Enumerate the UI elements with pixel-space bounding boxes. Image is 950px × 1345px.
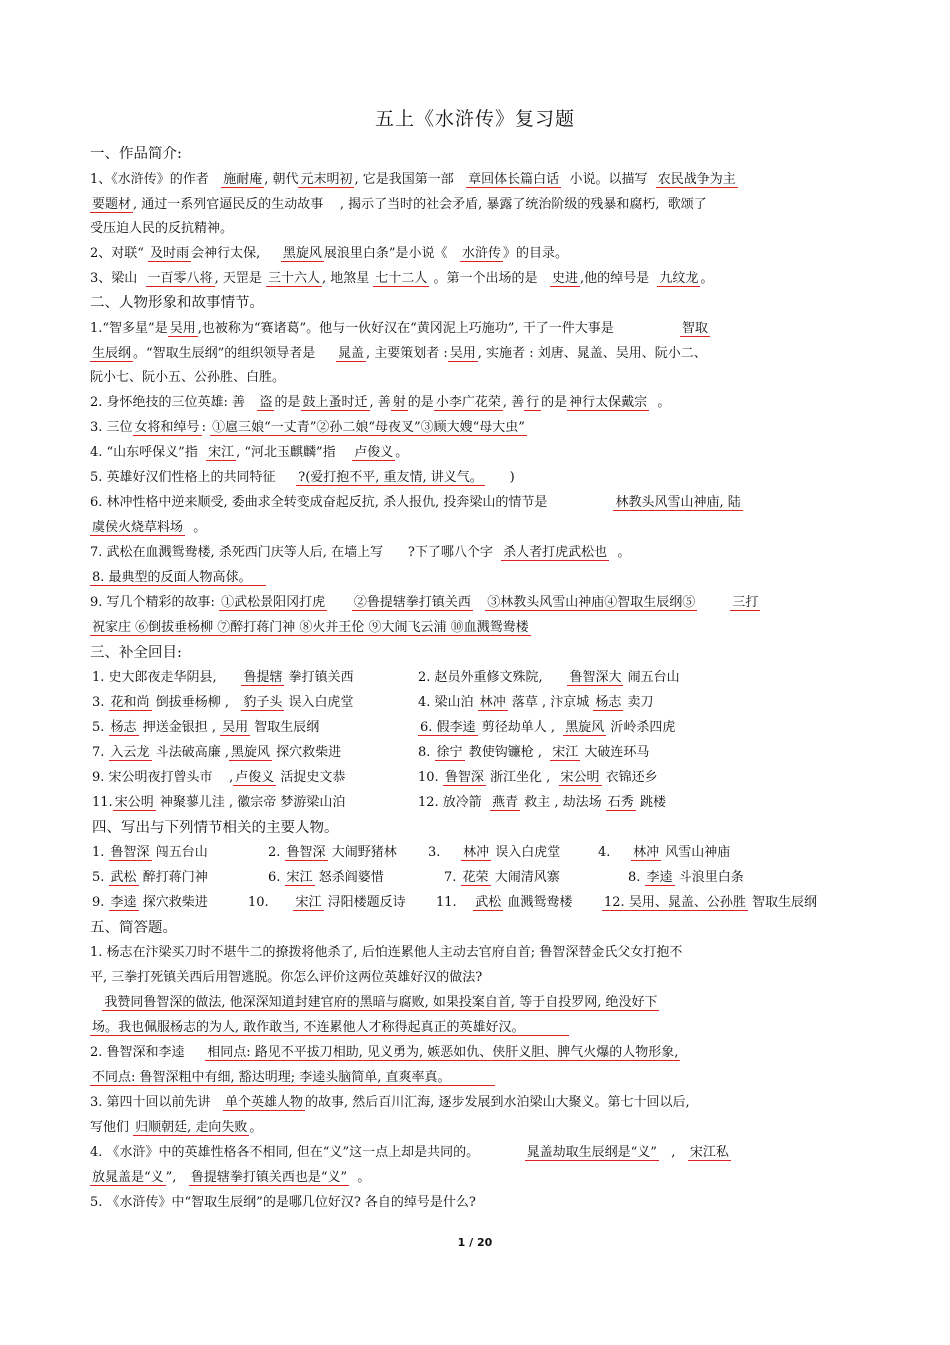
s2-q1-line2: 生辰纲 。“智取生辰纲”的组织领导者是 晁盖 , 主要策划者 : 吴用 , 实施者 : 刘唐、晁盖、吴用、阮小二、: [92, 346, 707, 361]
s2-q5: 5. 英雄好汉们性格上的共同特征 ?(爱打抱不平, 重友情, 讲义气。 ): [90, 470, 515, 485]
s5-q1-answer-line2: 场。我也佩服杨志的为人, 敢作敢当, 不连累他人才称得起真正的英雄好汉。: [90, 1020, 865, 1036]
s2-q7: 7. 武松在血溅鸳鸯楼, 杀死西门庆等人后, 在墙上写 ?下了哪八个字 杀人者打虎武松也 。: [90, 545, 631, 560]
s4-item-6: 6. 宋江 怒杀阎婆惜: [268, 870, 384, 885]
s4-item-4: 4. 林冲 风雪山神庙: [598, 845, 731, 860]
s4-item-12: 12. 吴用、晁盖、公孙胜 智取生辰纲: [604, 895, 817, 910]
s3-row6-left: 11. 宋公明 神聚蓼儿洼 , 徽宗帝 梦游梁山泊: [92, 795, 346, 810]
answer-dynasty: 元末明初: [300, 172, 353, 187]
s3-row3-right: 6. 假李逵 剪径劫单人 , 黑旋风 沂岭杀四虎: [420, 720, 676, 735]
s3-row3-left: 5. 杨志 押送金银担 , 吴用 智取生辰纲: [92, 720, 320, 735]
s5-q1-line2: 平, 三拳打死镇关西后用智逃脱。你怎么评价这两位英雄好汉的做法?: [90, 970, 483, 985]
s3-row1-right: 2. 赵员外重修文殊院, 鲁智深大 闹五台山: [418, 670, 680, 685]
s2-q9-line1: 9. 写几个精彩的故事: ①武松景阳冈打虎 ②鲁提辖拳打镇关西 ③林教头风雪山神庙④智取生辰纲⑤ 三打: [90, 595, 759, 610]
s3-row2-right: 4. 梁山泊 林冲 落草 , 汴京城 杨志 卖刀: [418, 695, 654, 710]
s3-row4-left: 7. 入云龙 斗法破高廉 , 黑旋风 探穴救柴进: [92, 745, 342, 760]
s4-item-3: 3. 林冲 误入白虎堂: [428, 845, 561, 860]
s5-q4-line2: 放晁盖是“义 ”, 鲁提辖拳打镇关西也是“义” 。: [92, 1170, 371, 1185]
s3-row5-left: 9. 宋公明夜打曾头市 , 卢俊义 活捉史文恭: [92, 770, 346, 785]
s3-row4-right: 8. 徐宁 教使钩镰枪 , 宋江 大破连环马: [418, 745, 650, 760]
s3-row6-right: 12. 放冷箭 燕青 救主 , 劫法场 石秀 跳楼: [418, 795, 666, 810]
s5-q3-line2: 写他们 归顺朝廷, 走向失败 。: [90, 1120, 263, 1135]
answer-genre: 章回体长篇白话: [468, 172, 560, 187]
s5-q1-line1: 1. 杨志在汴梁买刀时不堪牛二的撩拨将他杀了, 后怕连累他人主动去官府自首; 鲁智深替金氏父女打抱不: [90, 945, 683, 960]
s2-q2: 2. 身怀绝技的三位英雄: 善 盗 的是 鼓上蚤时迁 , 善 射 的是 小李广花荣 , 善 行 的是 神行太保戴宗 。: [90, 395, 671, 410]
s2-q1-line1: 1.“智多星”是 吴用 ,也被称为“赛诸葛”。他与一伙好汉在“黄冈泥上巧施功”, 干了一件大事是 智取: [90, 321, 708, 336]
s1-q1-line1: 1、《水浒传》的作者 施耐庵 , 朝代 元末明初 , 它是我国第一部 章回体长篇白话 小说。以描写 农民战争为主: [90, 172, 736, 187]
s4-item-10: 10. 宋江 浔阳楼题反诗: [248, 895, 406, 910]
s5-q2-line1: 2. 鲁智深和李逵 相同点: 路见不平拔刀相助, 见义勇为, 嫉恶如仇、侠肝义胆、脾气火爆的人物形象,: [90, 1045, 679, 1060]
answer-author: 施耐庵: [223, 172, 263, 187]
s1-q1-line2: 要题材 , 通过一系列官逼民反的生动故事 , 揭示了当时的社会矛盾, 暴露了统治阶级的残暴和腐朽, 歌颂了: [92, 197, 707, 212]
section-5-heading: 五、简答题。: [90, 920, 177, 936]
s2-q6-line1: 6. 林冲性格中逆来顺受, 委曲求全转变成奋起反抗, 杀人报仇, 投奔梁山的情节是 林教头风雪山神庙, 陆: [90, 495, 741, 510]
section-3-heading: 三、补全回目:: [90, 645, 182, 661]
s5-q4-line1: 4. 《水浒》中的英雄性格各不相同, 但在“义”这一点上却是共同的。 晁盖劫取生辰纲是“义” , 宋江私: [90, 1145, 729, 1160]
section-1-heading: 一、作品简介:: [90, 146, 182, 162]
s4-item-8: 8. 李逵 斗浪里白条: [628, 870, 744, 885]
s4-item-11: 11. 武松 血溅鸳鸯楼: [436, 895, 573, 910]
s3-row5-right: 10. 鲁智深 浙江坐化 , 宋公明 衣锦还乡: [418, 770, 658, 785]
s1-q1-line3: 受压迫人民的反抗精神。: [90, 221, 234, 236]
section-4-heading: 四、写出与下列情节相关的主要人物。: [92, 820, 339, 836]
s2-q9-line2: 祝家庄 ⑥倒拔垂杨柳 ⑦醉打蒋门神 ⑧火并王伦 ⑨大闹飞云浦 ⑩血溅鸳鸯楼: [92, 620, 529, 635]
s4-item-9: 9. 李逵 探穴救柴进: [92, 895, 208, 910]
s3-row2-left: 3. 花和尚 倒拔垂杨柳 , 豹子头 误入白虎堂: [92, 695, 354, 710]
s2-q8: 8. 最典型的反面人物高俅。: [90, 570, 865, 586]
s2-q4: 4. “山东呼保义”指 宋江 , “河北玉麒麟”指 卢俊义 。: [90, 445, 409, 460]
s4-item-1: 1. 鲁智深 闯五台山: [92, 845, 208, 860]
s2-q6-line2: 虞侯火烧草料场 。: [92, 520, 207, 535]
s2-q3: 3. 三位 女将和绰号 : ①扈三娘“一丈青”②孙二娘“母夜叉”③顾大嫂“母大虫”: [90, 420, 525, 435]
page-number: 1 / 20: [457, 1236, 493, 1249]
answer-theme: 农民战争为主: [657, 172, 736, 187]
s2-q1-line3: 阮小七、阮小五、公孙胜、白胜。: [90, 370, 286, 385]
s5-q3-line1: 3. 第四十回以前先讲 单个英雄人物 的故事, 然后百川汇海, 逐步发展到水泊梁山大聚义。第七十回以后,: [90, 1095, 690, 1110]
s4-item-2: 2. 鲁智深 大闹野猪林: [268, 845, 397, 860]
s4-item-7: 7. 花荣 大闹清风寨: [444, 870, 560, 885]
section-2-heading: 二、人物形象和故事情节。: [90, 295, 264, 311]
s1-q3: 3、梁山 一百零八将 , 天罡是 三十六人 , 地煞星 七十二人 。第一个出场的是 史进 ,他的绰号是 九纹龙 。: [90, 271, 714, 286]
s5-q5: 5. 《水浒传》中“智取生辰纲”的是哪几位好汉? 各自的绰号是什么?: [90, 1195, 476, 1210]
s1-q2: 2、对联“ 及时雨 会神行太保, 黑旋风 展浪里白条”是小说《 水浒传 》的目录。: [90, 246, 568, 261]
s5-q2-line2: 不同点: 鲁智深粗中有细, 豁达明理; 李逵头脑简单, 直爽率真。: [90, 1070, 865, 1086]
s3-row1-left: 1. 史大郎夜走华阴县, 鲁提辖 拳打镇关西: [92, 670, 354, 685]
s4-item-5: 5. 武松 醉打蒋门神: [92, 870, 208, 885]
s5-q1-answer-line1: 我赞同鲁智深的做法, 他深深知道封建官府的黑暗与腐败, 如果投案自首, 等于自投罗网, 绝没好下: [104, 995, 658, 1010]
page-title: 五上《水浒传》复习题: [374, 108, 575, 130]
